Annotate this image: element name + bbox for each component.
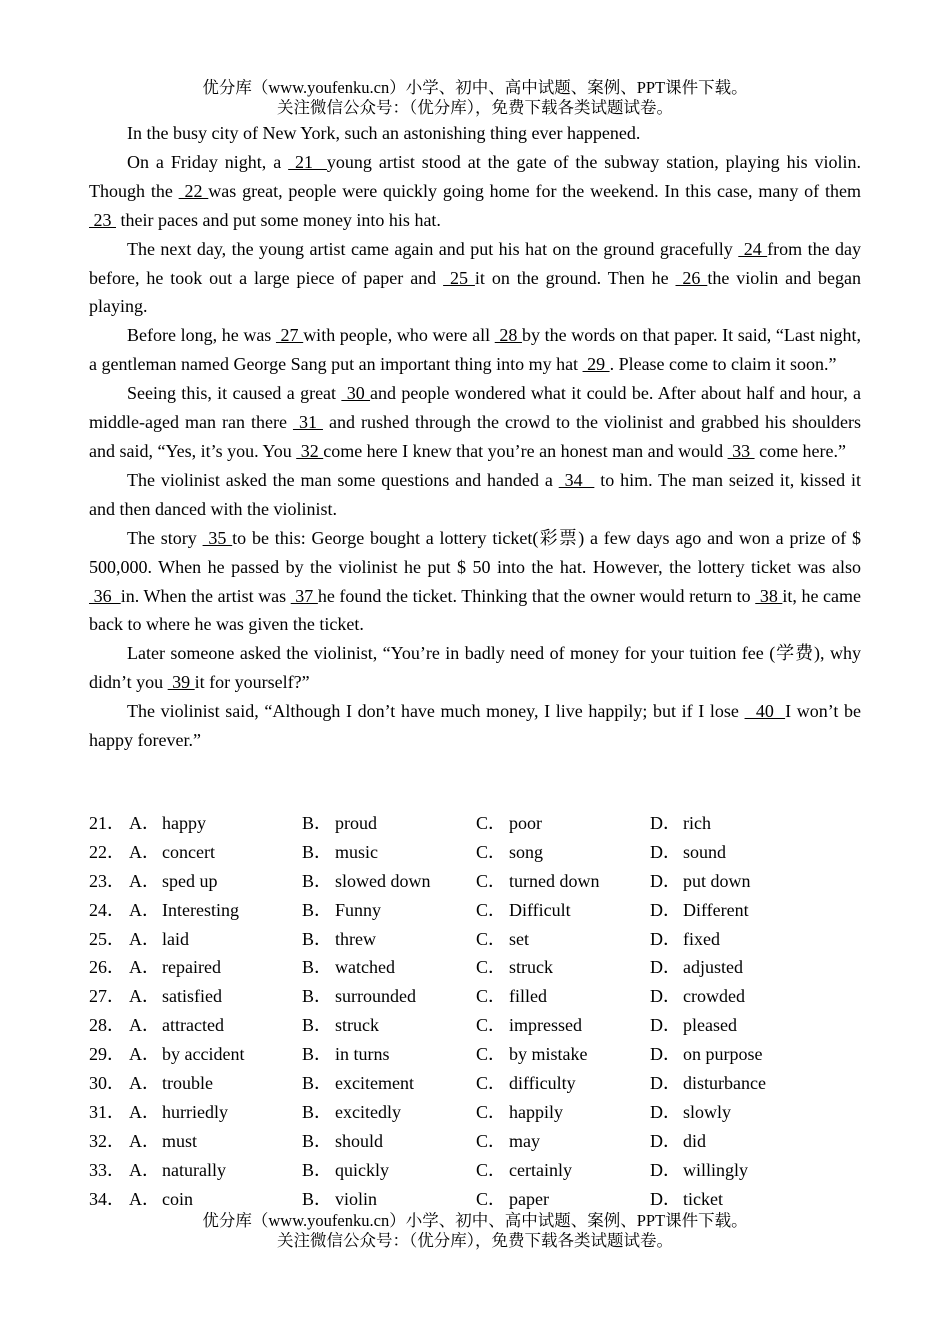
option-letter: D． xyxy=(650,1044,681,1065)
option-c[interactable] xyxy=(476,1040,650,1069)
cloze-passage xyxy=(89,119,861,755)
option-d[interactable] xyxy=(650,809,800,838)
option-letter: A． xyxy=(129,1159,160,1180)
option-letter: B． xyxy=(302,1101,333,1122)
option-a[interactable] xyxy=(129,1069,302,1098)
option-b[interactable] xyxy=(302,867,476,896)
passage-paragraph xyxy=(89,235,861,322)
footer-line-2: 关注微信公众号：（优分库），免费下载各类试题试卷。 xyxy=(277,1231,673,1250)
option-text: excitement xyxy=(335,1073,414,1094)
option-text: repaired xyxy=(162,957,221,978)
option-text: excitedly xyxy=(335,1101,401,1122)
option-c[interactable] xyxy=(476,925,650,954)
option-text: willingly xyxy=(683,1159,749,1180)
option-letter: D． xyxy=(650,1101,681,1122)
question-row xyxy=(89,867,861,896)
option-letter: A． xyxy=(129,1073,160,1094)
option-b[interactable] xyxy=(302,838,476,867)
option-a[interactable] xyxy=(129,809,302,838)
question-number: 23． xyxy=(89,870,125,891)
option-text: disturbance xyxy=(683,1073,766,1094)
option-c[interactable] xyxy=(476,1069,650,1098)
passage-text: to be this: George bought a lottery ticket(彩票) a few days ago and won a prize of $ 500,000. When he passed by the violinist he put $ 50 into the hat. However, the lottery ticket was also xyxy=(89,527,862,577)
passage-paragraph xyxy=(89,524,861,640)
option-text: Different xyxy=(683,899,749,920)
option-letter: C． xyxy=(476,928,507,949)
option-letter: B． xyxy=(302,870,333,891)
option-letter: A． xyxy=(129,841,160,862)
passage-text: by the words on that paper. It said, “Last night, a gentleman named George Sang put an important thing into my hat xyxy=(89,325,861,375)
option-letter: A． xyxy=(129,813,160,833)
option-text: song xyxy=(509,841,544,862)
passage-text: . Please come to claim it soon.” xyxy=(609,354,837,375)
option-d[interactable] xyxy=(650,1069,800,1098)
question-number: 24． xyxy=(89,899,125,920)
header-line-1: 优分库（www.youfenku.cn）小学、初中、高中试题、案例、PPT课件下载。 xyxy=(202,78,748,97)
option-letter: D． xyxy=(650,1130,681,1151)
option-text: Difficult xyxy=(509,899,571,920)
option-letter: C． xyxy=(476,986,507,1007)
option-letter: B． xyxy=(302,1188,333,1209)
option-text: laid xyxy=(162,928,189,949)
question-row xyxy=(89,838,861,867)
option-text: impressed xyxy=(509,1015,582,1036)
question-row xyxy=(89,982,861,1011)
option-letter: D． xyxy=(650,928,681,949)
option-d[interactable] xyxy=(650,1011,800,1040)
passage-text: young artist stood at the gate of the subway station, playing his violin. Though the xyxy=(89,151,862,201)
cloze-blank: 25 xyxy=(443,267,475,288)
option-c[interactable] xyxy=(476,1011,650,1040)
option-d[interactable] xyxy=(650,1185,800,1214)
question-number: 28． xyxy=(89,1015,125,1036)
option-text: attracted xyxy=(162,1015,224,1036)
option-text: quickly xyxy=(335,1159,389,1180)
option-c[interactable] xyxy=(476,953,650,982)
cloze-blank: 24 xyxy=(738,238,768,259)
cloze-blank: 21 xyxy=(288,151,327,172)
option-letter: D． xyxy=(650,1073,681,1094)
option-text: on purpose xyxy=(683,1044,763,1065)
option-text: pleased xyxy=(683,1015,737,1036)
option-d[interactable] xyxy=(650,867,800,896)
passage-paragraph xyxy=(89,466,861,524)
option-d[interactable] xyxy=(650,1156,800,1185)
cloze-blank: 35 xyxy=(202,527,233,548)
passage-text: The violinist said, “Although I don’t have much money, I live happily; but if I lose xyxy=(127,701,745,722)
option-text: threw xyxy=(335,928,376,949)
option-a[interactable] xyxy=(129,867,302,896)
option-text: watched xyxy=(335,957,395,978)
option-text: slowed down xyxy=(335,870,431,891)
page-footer xyxy=(0,1211,950,1251)
cloze-blank: 32 xyxy=(296,440,324,461)
question-number: 22． xyxy=(89,841,125,862)
option-d[interactable] xyxy=(650,896,800,925)
passage-text: from the day before, he took out a large piece of paper and xyxy=(89,238,862,288)
option-letter: C． xyxy=(476,1159,507,1180)
option-text: slowly xyxy=(683,1101,732,1122)
passage-text: with people, who were all xyxy=(303,325,495,346)
option-c[interactable] xyxy=(476,1098,650,1127)
option-letter: B． xyxy=(302,928,333,949)
passage-text: to him. The man seized it, kissed it and then danced with the violinist. xyxy=(89,469,861,519)
option-c[interactable] xyxy=(476,896,650,925)
option-letter: C． xyxy=(476,841,507,862)
option-text: fixed xyxy=(683,928,720,949)
option-b[interactable] xyxy=(302,1040,476,1069)
cloze-blank: 23 xyxy=(89,209,116,230)
passage-text: Seeing this, it caused a great xyxy=(127,383,342,404)
option-letter: B． xyxy=(302,986,333,1007)
option-a[interactable] xyxy=(129,1098,302,1127)
option-c[interactable] xyxy=(476,1156,650,1185)
option-letter: B． xyxy=(302,1159,333,1180)
option-d[interactable] xyxy=(650,953,800,982)
option-letter: D． xyxy=(650,899,681,920)
option-letter: D． xyxy=(650,1188,681,1209)
passage-text: he found the ticket. Thinking that the owner would return to xyxy=(317,585,756,606)
option-text: set xyxy=(509,928,529,949)
option-text: coin xyxy=(162,1188,193,1209)
cloze-blank: 37 xyxy=(290,585,318,606)
option-c[interactable] xyxy=(476,982,650,1011)
passage-paragraph xyxy=(89,119,861,148)
option-letter: C． xyxy=(476,899,507,920)
passage-text: it for yourself?” xyxy=(194,672,310,693)
passage-text: it on the ground. Then he xyxy=(474,267,676,288)
option-a[interactable] xyxy=(129,953,302,982)
option-text: violin xyxy=(335,1188,378,1209)
question-row xyxy=(89,1098,861,1127)
page-header xyxy=(0,78,950,118)
question-row xyxy=(89,953,861,982)
option-text: happily xyxy=(509,1101,563,1122)
passage-paragraph xyxy=(89,379,861,466)
option-letter: D． xyxy=(650,870,681,891)
option-text: concert xyxy=(162,841,215,862)
option-text: sped up xyxy=(162,870,218,891)
passage-text: it, he came back to where he was given the ticket. xyxy=(89,585,862,635)
question-row xyxy=(89,925,861,954)
question-row xyxy=(89,1011,861,1040)
passage-text: Later someone asked the violinist, “You’re in badly need of money for your tuition fee (学费), why didn’t you xyxy=(89,643,861,693)
question-row xyxy=(89,809,861,838)
passage-paragraph xyxy=(89,321,861,379)
option-letter: B． xyxy=(302,957,333,978)
option-letter: C． xyxy=(476,870,507,891)
question-number: 26． xyxy=(89,957,125,978)
question-row xyxy=(89,896,861,925)
cloze-blank: 40 xyxy=(744,701,786,722)
option-a[interactable] xyxy=(129,1127,302,1156)
option-text: in turns xyxy=(335,1044,390,1065)
option-text: happy xyxy=(162,813,206,833)
option-letter: C． xyxy=(476,1130,507,1151)
option-b[interactable] xyxy=(302,953,476,982)
option-letter: D． xyxy=(650,1159,681,1180)
option-letter: A． xyxy=(129,1101,160,1122)
option-text: struck xyxy=(509,957,553,978)
option-letter: B． xyxy=(302,899,333,920)
option-d[interactable] xyxy=(650,982,800,1011)
option-letter: A． xyxy=(129,1015,160,1036)
option-b[interactable] xyxy=(302,1011,476,1040)
option-text: rich xyxy=(683,813,711,833)
passage-text: I won’t be happy forever.” xyxy=(89,701,862,751)
option-text: should xyxy=(335,1130,384,1151)
option-text: naturally xyxy=(162,1159,226,1180)
option-c[interactable] xyxy=(476,1185,650,1214)
option-text: music xyxy=(335,841,378,862)
question-row xyxy=(89,1069,861,1098)
passage-text: and rushed through the crowd to the violinist and grabbed his shoulders and said, “Yes, it’s you. You xyxy=(89,412,861,461)
option-c[interactable] xyxy=(476,809,650,838)
option-a[interactable] xyxy=(129,838,302,867)
passage-text: the violin and began playing. xyxy=(89,267,862,317)
passage-text: The next day, the young artist came again and put his hat on the ground gracefully xyxy=(127,238,739,259)
cloze-blank: 28 xyxy=(494,325,522,346)
passage-text: was great, people were quickly going home for the weekend. In this case, many of them xyxy=(208,180,861,201)
option-text: paper xyxy=(509,1188,549,1209)
option-text: ticket xyxy=(683,1188,723,1209)
option-text: by accident xyxy=(162,1044,245,1065)
option-d[interactable] xyxy=(650,925,800,954)
option-c[interactable] xyxy=(476,867,650,896)
option-letter: A． xyxy=(129,928,160,949)
cloze-blank: 36 xyxy=(89,585,121,606)
question-number: 27． xyxy=(89,986,125,1007)
cloze-blank: 33 xyxy=(727,440,755,461)
cloze-blank: 34 xyxy=(558,469,595,490)
passage-paragraph xyxy=(89,148,861,235)
option-letter: A． xyxy=(129,957,160,978)
option-letter: D． xyxy=(650,813,681,833)
question-number: 30． xyxy=(89,1073,125,1094)
option-a[interactable] xyxy=(129,1040,302,1069)
passage-text: Before long, he was xyxy=(127,325,276,346)
option-b[interactable] xyxy=(302,1185,476,1214)
option-text: certainly xyxy=(509,1159,572,1180)
option-letter: B． xyxy=(302,1044,333,1065)
option-d[interactable] xyxy=(650,838,800,867)
question-row xyxy=(89,1156,861,1185)
option-text: did xyxy=(683,1130,707,1151)
passage-text: come here I knew that you’re an honest man and would xyxy=(323,440,728,461)
option-letter: C． xyxy=(476,813,507,833)
option-text: put down xyxy=(683,870,751,891)
question-row xyxy=(89,1127,861,1156)
passage-text: On a Friday night, a xyxy=(127,151,289,172)
option-letter: C． xyxy=(476,957,507,978)
option-text: must xyxy=(162,1130,198,1151)
option-text: sound xyxy=(683,841,727,862)
cloze-blank: 39 xyxy=(167,672,195,693)
option-letter: A． xyxy=(129,1044,160,1065)
option-text: proud xyxy=(335,813,377,833)
passage-paragraph xyxy=(89,639,861,697)
option-a[interactable] xyxy=(129,1011,302,1040)
option-letter: A． xyxy=(129,899,160,920)
option-b[interactable] xyxy=(302,1127,476,1156)
option-text: may xyxy=(509,1130,540,1151)
option-text: adjusted xyxy=(683,957,743,978)
answer-options xyxy=(89,809,861,1213)
option-text: struck xyxy=(335,1015,379,1036)
passage-text: come here.” xyxy=(754,440,847,461)
option-d[interactable] xyxy=(650,1127,800,1156)
option-text: hurriedly xyxy=(162,1101,228,1122)
option-text: difficulty xyxy=(509,1073,576,1094)
question-number: 34． xyxy=(89,1188,125,1209)
option-letter: D． xyxy=(650,986,681,1007)
option-letter: D． xyxy=(650,841,681,862)
option-a[interactable] xyxy=(129,925,302,954)
option-b[interactable] xyxy=(302,1069,476,1098)
option-letter: A． xyxy=(129,1188,160,1209)
option-text: crowded xyxy=(683,986,745,1007)
option-letter: B． xyxy=(302,1015,333,1036)
option-b[interactable] xyxy=(302,1098,476,1127)
option-letter: B． xyxy=(302,1073,333,1094)
passage-text: their paces and put some money into his hat. xyxy=(116,209,441,230)
cloze-blank: 38 xyxy=(755,585,783,606)
cloze-blank: 30 xyxy=(341,383,371,404)
option-letter: B． xyxy=(302,813,333,833)
option-c[interactable] xyxy=(476,1127,650,1156)
passage-text: in. When the artist was xyxy=(120,585,291,606)
option-text: surrounded xyxy=(335,986,416,1007)
option-b[interactable] xyxy=(302,896,476,925)
option-text: filled xyxy=(509,986,547,1007)
cloze-blank: 26 xyxy=(675,267,708,288)
cloze-blank: 31 xyxy=(292,412,323,433)
option-letter: C． xyxy=(476,1015,507,1036)
option-letter: A． xyxy=(129,870,160,891)
option-letter: D． xyxy=(650,957,681,978)
option-text: trouble xyxy=(162,1073,213,1094)
footer-line-1: 优分库（www.youfenku.cn）小学、初中、高中试题、案例、PPT课件下载。 xyxy=(202,1211,748,1230)
cloze-blank: 29 xyxy=(582,354,610,375)
option-letter: C． xyxy=(476,1101,507,1122)
passage-paragraph xyxy=(89,697,861,755)
option-letter: C． xyxy=(476,1188,507,1209)
option-letter: B． xyxy=(302,1130,333,1151)
option-text: turned down xyxy=(509,870,600,891)
option-a[interactable] xyxy=(129,896,302,925)
option-a[interactable] xyxy=(129,1185,302,1214)
option-letter: D． xyxy=(650,1015,681,1036)
option-text: Funny xyxy=(335,899,382,920)
passage-text: and people wondered what it could be. After about half and hour, a middle-aged man ran there xyxy=(89,383,862,433)
option-a[interactable] xyxy=(129,1156,302,1185)
cloze-blank: 22 xyxy=(178,180,209,201)
option-text: Interesting xyxy=(162,899,239,920)
question-number: 21． xyxy=(89,813,125,833)
option-a[interactable] xyxy=(129,982,302,1011)
option-d[interactable] xyxy=(650,1098,800,1127)
option-letter: C． xyxy=(476,1073,507,1094)
option-b[interactable] xyxy=(302,925,476,954)
option-text: satisfied xyxy=(162,986,222,1007)
question-number: 33． xyxy=(89,1159,125,1180)
passage-text: The violinist asked the man some questions and handed a xyxy=(127,469,559,490)
option-b[interactable] xyxy=(302,809,476,838)
option-letter: A． xyxy=(129,986,160,1007)
question-number: 25． xyxy=(89,928,125,949)
option-text: poor xyxy=(509,813,542,833)
question-row xyxy=(89,1040,861,1069)
cloze-blank: 27 xyxy=(275,325,304,346)
passage-text: The story xyxy=(127,527,203,548)
option-b[interactable] xyxy=(302,1156,476,1185)
option-letter: C． xyxy=(476,1044,507,1065)
option-b[interactable] xyxy=(302,982,476,1011)
option-c[interactable] xyxy=(476,838,650,867)
option-d[interactable] xyxy=(650,1040,800,1069)
option-text: by mistake xyxy=(509,1044,588,1065)
option-letter: B． xyxy=(302,841,333,862)
question-number: 29． xyxy=(89,1044,125,1065)
option-letter: A． xyxy=(129,1130,160,1151)
passage-text: In the busy city of New York, such an astonishing thing ever happened. xyxy=(127,123,641,143)
question-row xyxy=(89,1185,861,1214)
header-line-2: 关注微信公众号：（优分库），免费下载各类试题试卷。 xyxy=(277,98,673,117)
question-number: 32． xyxy=(89,1130,125,1151)
question-number: 31． xyxy=(89,1101,125,1122)
